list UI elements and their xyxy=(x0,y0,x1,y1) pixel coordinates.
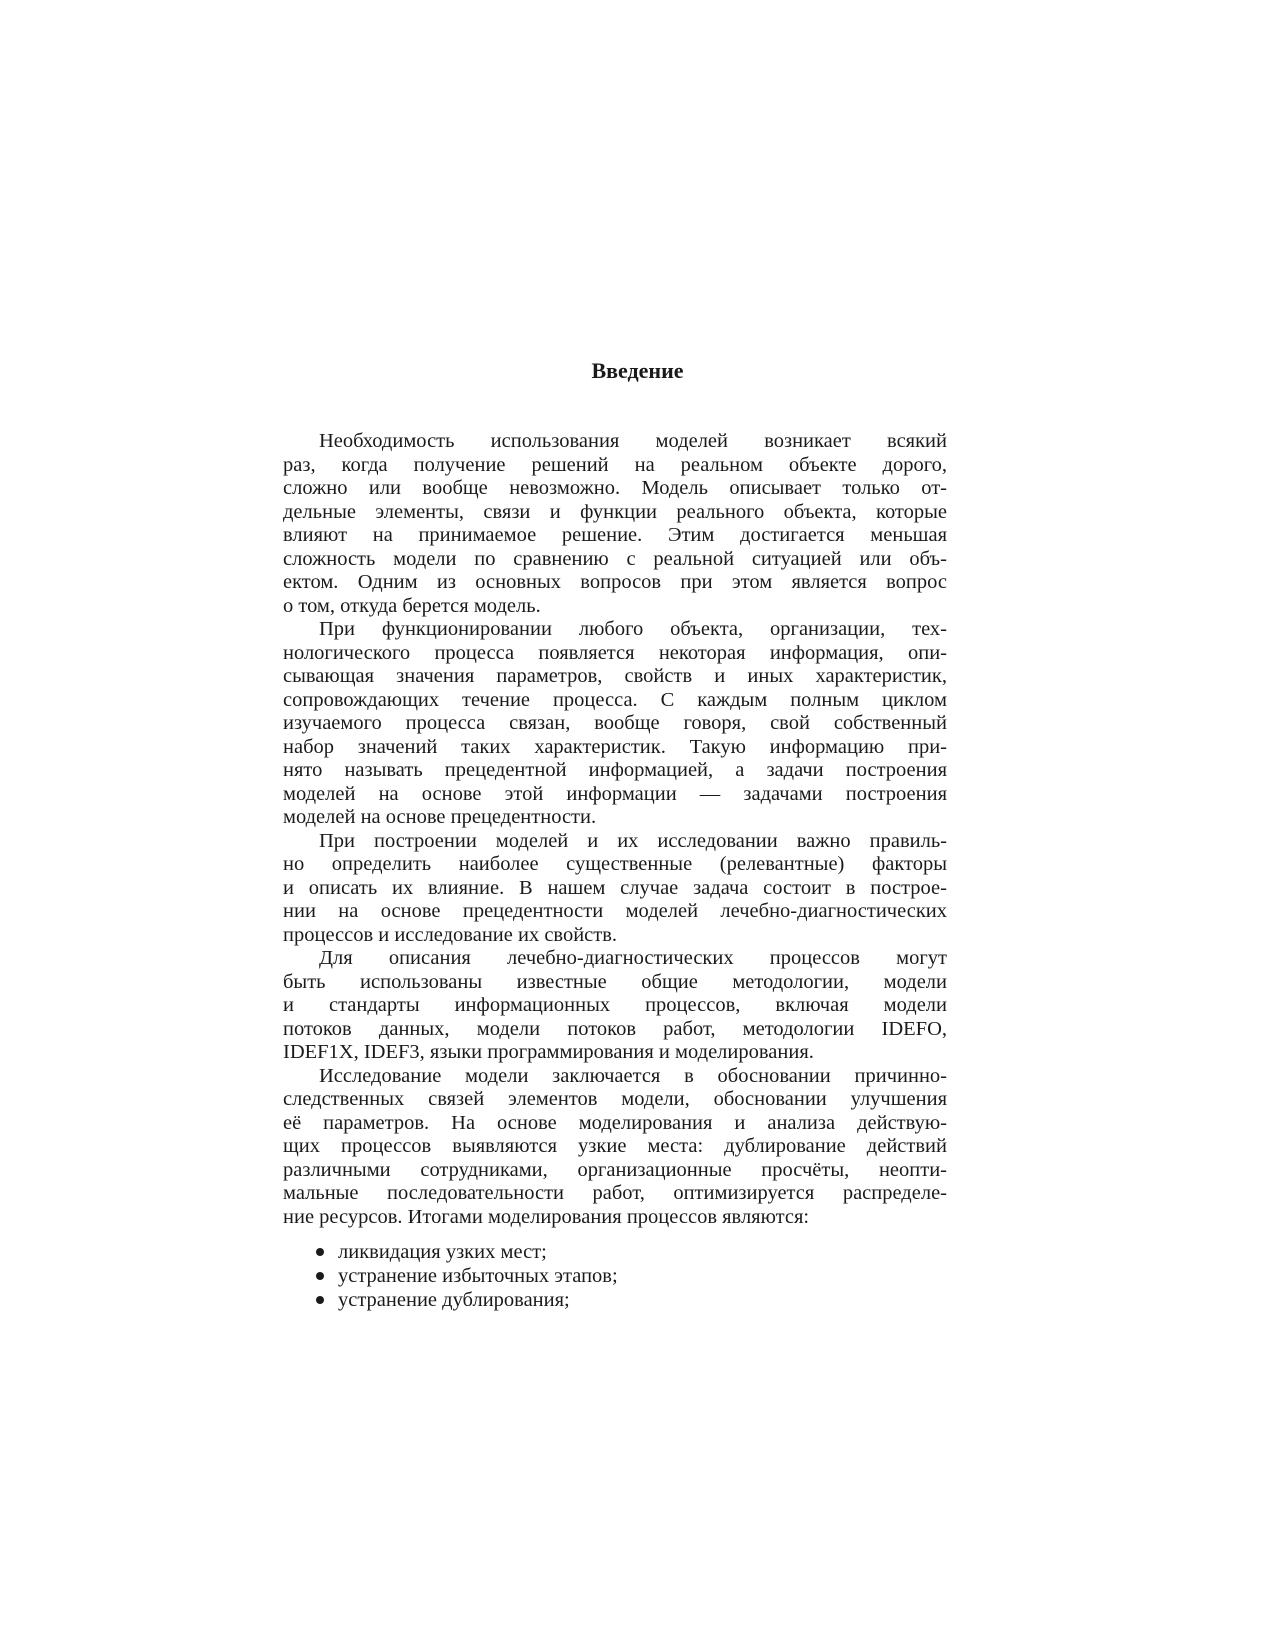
body-text xyxy=(283,430,947,1229)
paragraph-4 xyxy=(283,947,947,1065)
text-line: щих процессов выявляются узкие места: дублирование действий xyxy=(283,1135,947,1157)
text-line: сывающая значения параметров, свойств и иных характеристик, xyxy=(283,665,947,687)
text-line: При построении моделей и их исследовании важно правиль- xyxy=(319,829,947,852)
text-line: моделей на основе прецедентности. xyxy=(283,806,597,828)
bullet-icon xyxy=(316,1272,324,1280)
text-line: её параметров. На основе моделирования и анализа действую- xyxy=(283,1111,947,1134)
text-line: нято называть прецедентной информацией, а задачи построения xyxy=(283,759,947,781)
text-line: сопровождающих течение процесса. С каждым полным циклом xyxy=(283,688,947,711)
text-line: моделей на основе этой информации — задачами построения xyxy=(283,782,947,805)
text-line: При функционировании любого объекта, организации, тех- xyxy=(319,618,947,640)
list-item-text: устранение дублирования; xyxy=(338,1289,570,1311)
paragraph-1 xyxy=(283,430,947,618)
text-line: о том, откуда берется модель. xyxy=(283,594,541,617)
text-line: Для описания лечебно-диагностических процессов могут xyxy=(319,947,947,969)
text-line: IDEF1X, IDEF3, языки программирования и моделирования. xyxy=(283,1041,814,1063)
text-line: влияют на принимаемое решение. Этим достигается меньшая xyxy=(283,524,947,546)
text-line: и описать их влияние. В нашем случае задача состоит в построе- xyxy=(283,876,947,899)
bullet-list xyxy=(316,1240,618,1312)
text-line: набор значений таких характеристик. Такую информацию при- xyxy=(283,735,947,758)
text-line: различными сотрудниками, организационные просчёты, неопти- xyxy=(283,1158,947,1181)
list-item xyxy=(316,1240,618,1264)
paragraph-2 xyxy=(283,618,947,830)
text-line: нии на основе прецедентности моделей лечебно-диагностических xyxy=(283,900,947,922)
text-line: сложность модели по сравнению с реальной ситуацией или объ- xyxy=(283,547,947,570)
list-item-text: устранение избыточных этапов; xyxy=(338,1265,618,1287)
text-line: раз, когда получение решений на реальном объекте дорого, xyxy=(283,453,947,476)
text-line: процессов и исследование их свойств. xyxy=(283,923,618,946)
paragraph-5 xyxy=(283,1065,947,1230)
text-line: следственных связей элементов модели, обосновании улучшения xyxy=(283,1088,947,1110)
bullet-icon xyxy=(316,1248,324,1256)
text-line: дельные элементы, связи и функции реального объекта, которые xyxy=(283,500,947,523)
text-line: и стандарты информационных процессов, включая модели xyxy=(283,994,947,1016)
text-line: мальные последовательности работ, оптимизируется распределе- xyxy=(283,1182,947,1204)
text-line: Необходимость использования моделей возникает всякий xyxy=(319,430,947,452)
page-title: Введение xyxy=(591,358,684,383)
bullet-icon xyxy=(316,1296,324,1304)
text-line: ние ресурсов. Итогами моделирования процессов являются: xyxy=(283,1205,810,1228)
text-line: но определить наиболее существенные (релевантные) факторы xyxy=(283,853,947,875)
text-line: ектом. Одним из основных вопросов при этом является вопрос xyxy=(283,571,947,593)
text-line: быть использованы известные общие методологии, модели xyxy=(283,970,947,993)
paragraph-3 xyxy=(283,830,947,948)
text-line: потоков данных, модели потоков работ, методологии IDEFO, xyxy=(283,1017,947,1040)
text-line: Исследование модели заключается в обосновании причинно- xyxy=(319,1064,947,1087)
list-item xyxy=(316,1264,618,1288)
text-line: изучаемого процесса связан, вообще говоря, свой собственный xyxy=(283,712,947,734)
list-item-text: ликвидация узких мест; xyxy=(338,1241,547,1263)
text-line: сложно или вообще невозможно. Модель описывает только от- xyxy=(283,477,947,499)
list-item xyxy=(316,1288,618,1312)
text-line: нологического процесса появляется некоторая информация, опи- xyxy=(283,641,947,664)
